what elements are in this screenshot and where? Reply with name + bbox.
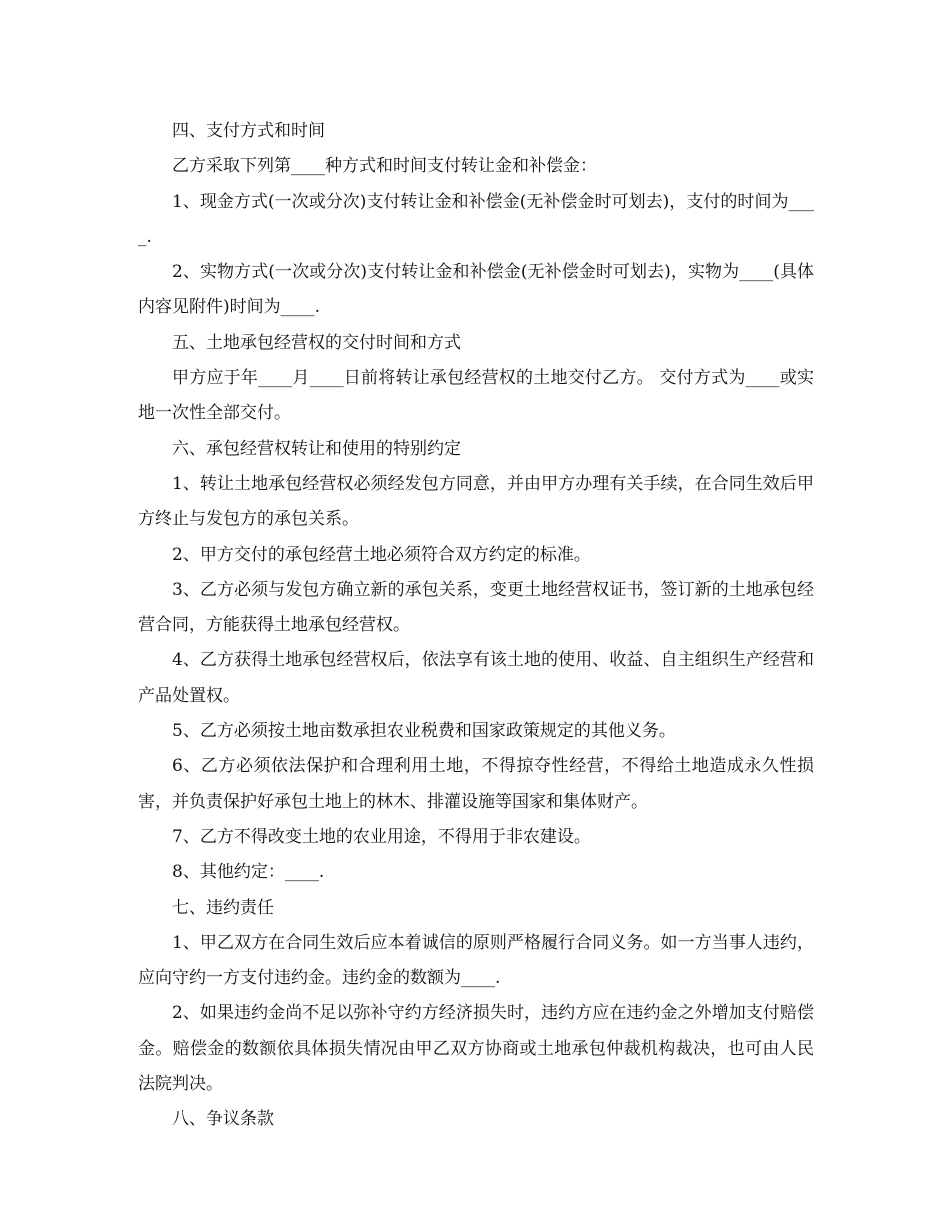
paragraph: 4、乙方获得土地承包经营权后，依法享有该土地的使用、收益、自主组织生产经营和产品处置权。	[138, 650, 814, 706]
section-heading-disputes: 八、争议条款	[172, 1109, 274, 1130]
paragraph: 5、乙方必须按土地亩数承担农业税费和国家政策规定的其他义务。	[172, 721, 676, 742]
paragraph: 3、乙方必须与发包方确立新的承包关系，变更土地经营权证书，签订新的土地承包经营合同，方能获得土地承包经营权。	[138, 579, 814, 636]
paragraph: 2、实物方式(一次或分次)支付转让金和补偿金(无补偿金时可划去)，实物为____(具体内容见附件)时间为____.	[138, 262, 814, 318]
paragraph: 8、其他约定：____.	[172, 862, 325, 883]
paragraph: 2、甲方交付的承包经营土地必须符合双方约定的标准。	[172, 544, 591, 565]
paragraph: 2、如果违约金尚不足以弥补守约方经济损失时，违约方应在违约金之外增加支付赔偿金。赔偿金的数额依具体损失情况由甲乙双方协商或土地承包仲裁机构裁决，也可由人民法院判决。	[138, 1003, 814, 1095]
paragraph: 1、现金方式(一次或分次)支付转让金和补偿金(无补偿金时可划去)，支付的时间为____.	[138, 191, 814, 247]
paragraph: 乙方采取下列第____种方式和时间支付转让金和补偿金：	[172, 156, 597, 177]
paragraph: 7、乙方不得改变土地的农业用途，不得用于非农建设。	[172, 826, 591, 847]
section-heading-special-terms: 六、承包经营权转让和使用的特别约定	[172, 438, 461, 459]
document-body	[138, 114, 814, 1138]
section-heading-payment: 四、支付方式和时间	[172, 121, 325, 141]
paragraph: 1、转让土地承包经营权必须经发包方同意，并由甲方办理有关手续，在合同生效后甲方终止与发包方的承包关系。	[138, 473, 814, 530]
section-heading-liability: 七、违约责任	[172, 897, 274, 918]
section-heading-delivery: 五、土地承包经营权的交付时间和方式	[172, 332, 461, 353]
paragraph: 1、甲乙双方在合同生效后应本着诚信的原则严格履行合同义务。如一方当事人违约，应向守约一方支付违约金。违约金的数额为____.	[138, 932, 814, 989]
paragraph: 6、乙方必须依法保护和合理利用土地，不得掠夺性经营，不得给土地造成永久性损害，并负责保护好承包土地上的林木、排灌设施等国家和集体财产。	[138, 756, 814, 812]
paragraph: 甲方应于年____月____日前将转让承包经营权的土地交付乙方。 交付方式为____或实地一次性全部交付。	[138, 368, 814, 424]
